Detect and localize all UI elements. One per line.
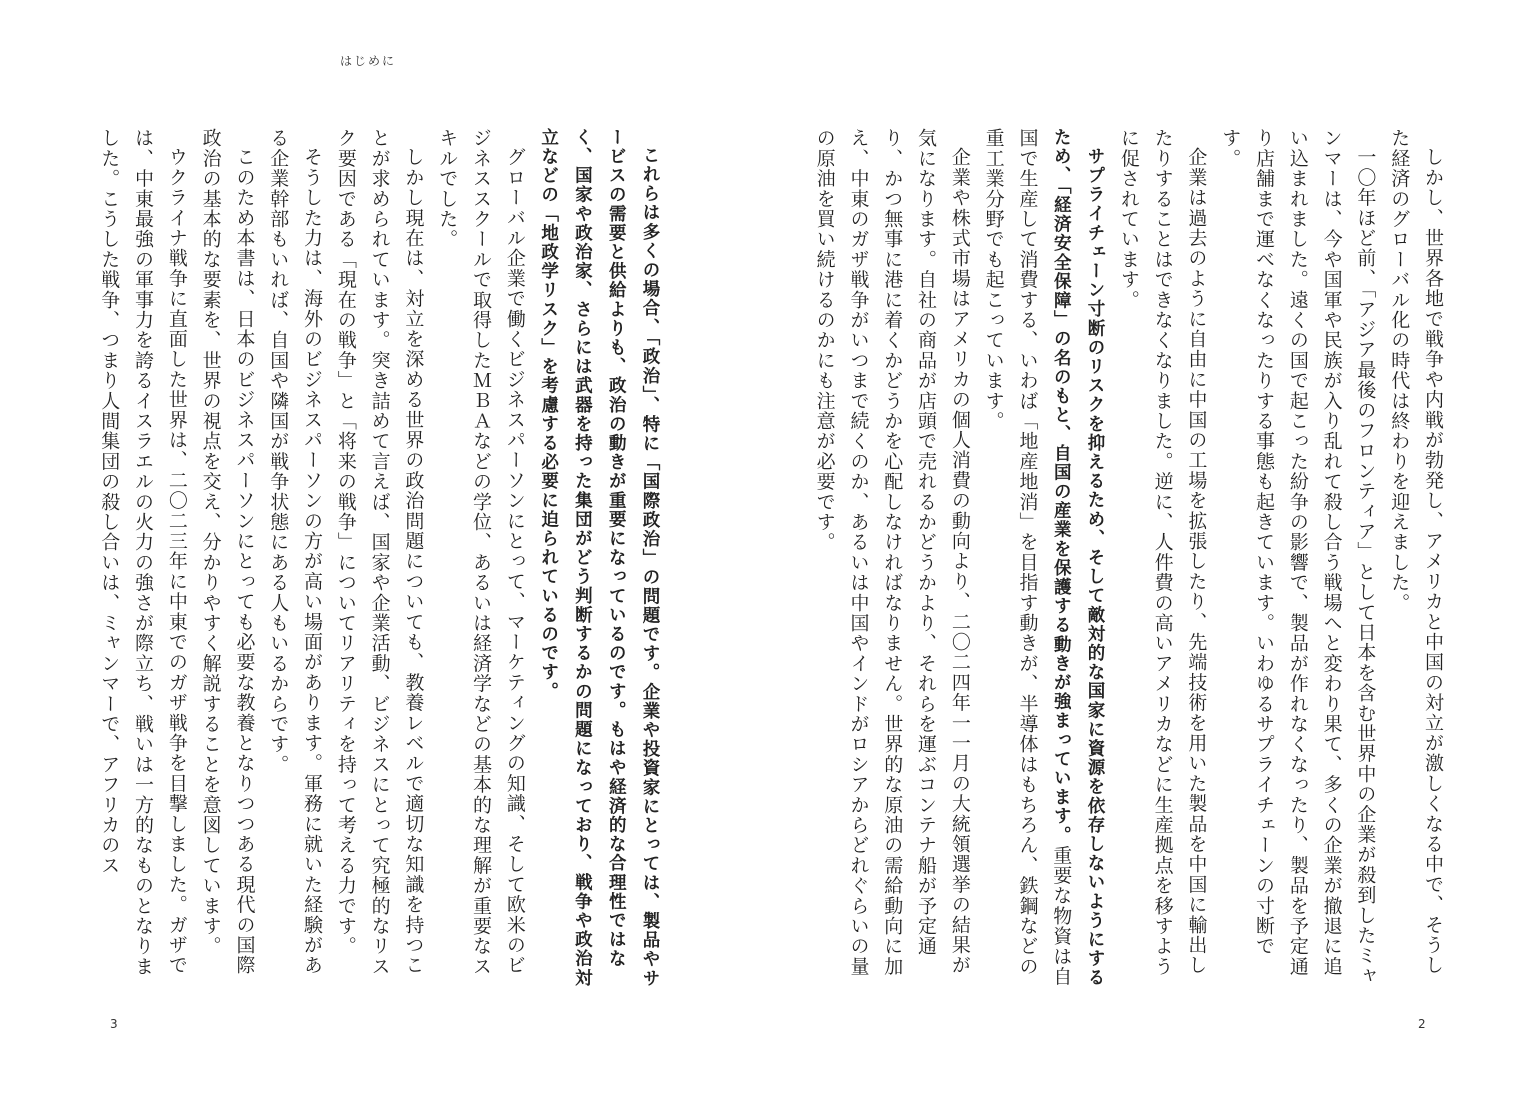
paragraph: しかし現在は、対立を深める世界の政治問題についても、教養レベルで適切な知識を持つことが求められています。突き詰めて言えば、国家や企業活動、ビジネスにとって究極的なリスク要因である「現在の戦争」と「将来の戦争」についてリアリティを持って考える力です。 [334,128,425,977]
paragraph: このため本書は、日本のビジネスパーソンにとっても必要な教養となりつつある現代の国際政治の基本的な要素を、世界の視点を交え、分かりやすく解説することを意図しています。 [199,128,256,976]
left-page [0,0,767,1109]
page-number: 3 [110,1017,118,1031]
right-page [768,0,1535,1109]
running-head: はじめに [340,54,397,68]
paragraph: そうした力は、海外のビジネスパーソンの方が高い場面があります。軍務に就いた経験がある企業幹部もいれば、自国や隣国が戦争状態にある人もいるからです。 [267,128,324,976]
paragraph: ウクライナ戦争に直面した世界は、二〇二三年に中東でのガザ戦争を目撃しました。ガザでは、中東最強の軍事力を誇るイスラエルの火力の強さが際立ち、戦いは一方的なものとなりました。こうした戦争、つまり人間集団の殺し合いは、ミャンマーで、アフリカのス [98,128,188,977]
paragraph: 企業や株式市場はアメリカの個人消費の動向より、二〇二四年一一月の大統領選挙の結果が気になります。自社の商品が店頭で売れるかどうかより、それらを運ぶコンテナ船が予定通り、かつ無事に港に着くかどうかを心配しなければなりません。世界的な原油の需給動向に加え、中東のガザ戦争がいつまで続くのか、あるいは中国やインドがロシアからどれぐらいの量の原油を買い続けるのかにも注意が必要です。 [813,128,971,977]
paragraph: グローバル企業で働くビジネスパーソンにとって、マーケティングの知識、そして欧米のビジネススクールで取得したＭＢＡなどの学位、あるいは経済学などの基本的な理解が重要なスキルでした。 [436,128,526,977]
paragraph: 一〇年ほど前、「アジア最後のフロンティア」として日本を含む世界中の企業が殺到したミャンマーは、今や国軍や民族が入り乱れて殺し合う戦場へと変わり果て、多くの企業が撤退に追い込まれました。遠くの国で起こった紛争の影響で、製品が作れなくなったり、製品を予定通り店舗まで運べなくなったりする事態も起きています。いわゆるサプライチェーンの寸断です。 [1219,128,1377,986]
left-page-body [98,128,666,990]
page-number: 2 [1418,1017,1426,1031]
paragraph: 企業は過去のように自由に中国の工場を拡張したり、先端技術を用いた製品を中国に輸出したりすることはできなくなりました。逆に、人件費の高いアメリカなどに生産拠点を移すように促されています。 [1117,128,1208,977]
body-text: 重要な物資は自国で生産して消費する、いわば「地産地消」を目指す動きが、半導体はもちろん、鉄鋼などの重工業分野でも起こっています。 [982,128,1073,987]
bold-text: サプライチェーン寸断のリスクを抑えるため、そして敵対的な国家に資源を依存しないようにするため、「経済安全保障」の名のもと、自国の産業を保護する動きが強まっています。 [1051,128,1106,988]
paragraph-mixed [976,128,1111,990]
right-page-body [813,128,1449,990]
paragraph-bold: これらは多くの場合、「政治」、特に「国際政治」の問題です。企業や投資家にとっては、製品やサービスの需要と供給よりも、政治の動きが重要になっているのです。もはや経済的な合理性ではなく、国家や政治家、さらには武器を持った集団がどう判断するかの問題になっており、戦争や政治対立などの「地政学リスク」を考慮する必要に迫られているのです。 [538,128,660,988]
paragraph: しかし、世界各地で戦争や内戦が勃発し、アメリカと中国の対立が激しくなる中で、そうした経済のグローバル化の時代は終わりを迎えました。 [1388,128,1444,976]
